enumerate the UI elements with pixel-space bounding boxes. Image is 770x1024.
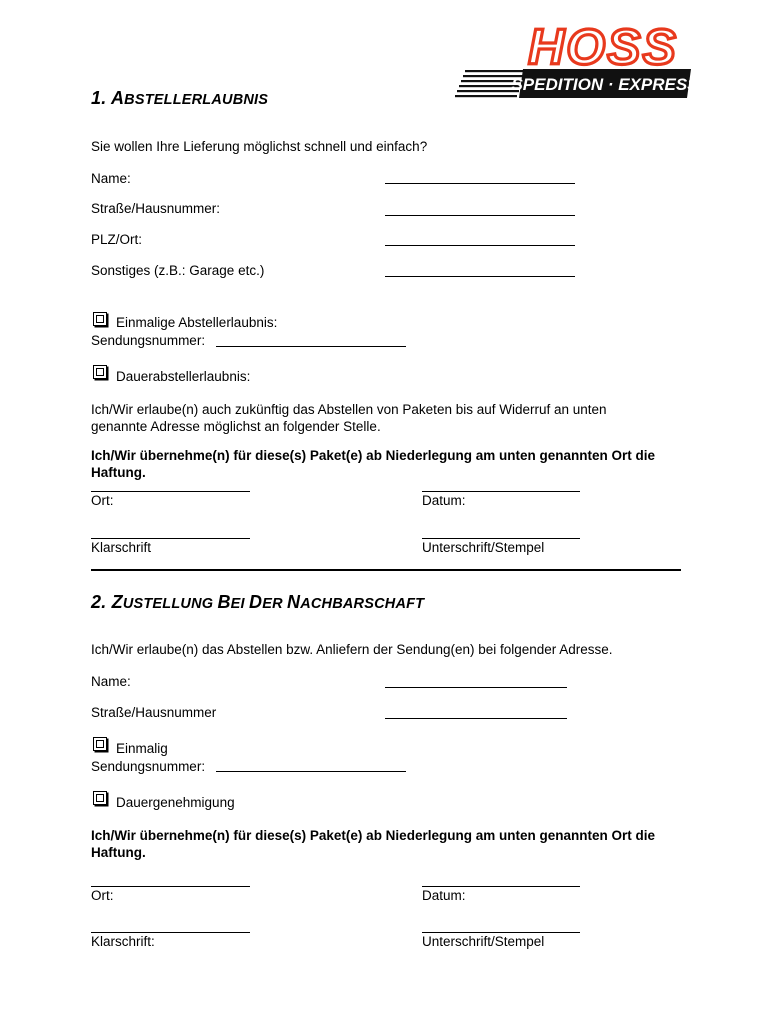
section2-title: 2. ZUSTELLUNG BEI DER NACHBARSCHAFT: [91, 592, 425, 612]
s1-date-field[interactable]: [422, 491, 580, 492]
s1-name-sig-field[interactable]: [91, 538, 250, 539]
s1-place-field[interactable]: [91, 491, 250, 492]
s2-liability-text: Ich/Wir übernehme(n) für diese(s) Paket(e) ab Niederlegung am unten genannten Ort die Haftung.: [91, 828, 655, 860]
s2-shipment-field[interactable]: [216, 771, 406, 772]
s1-shipment-label: Sendungsnummer:: [91, 333, 206, 348]
hoss-logo: [455, 20, 705, 102]
s2-name-field[interactable]: [385, 687, 567, 688]
s2-shipment-label: Sendungsnummer:: [91, 759, 206, 774]
s1-place-label: Ort:: [91, 493, 114, 508]
s2-once-checkbox[interactable]: [93, 737, 107, 751]
s2-street-field[interactable]: [385, 718, 567, 719]
s2-stamp-field[interactable]: [422, 932, 580, 933]
s1-stamp-label: Unterschrift/Stempel: [422, 540, 545, 555]
s2-place-label: Ort:: [91, 888, 114, 903]
s1-liability-text: Ich/Wir übernehme(n) für diese(s) Paket(e) ab Niederlegung am unten genannten Ort die Haftung.: [91, 448, 655, 480]
s1-street-field[interactable]: [385, 215, 575, 216]
s2-stamp-label: Unterschrift/Stempel: [422, 934, 545, 949]
s1-city-label: PLZ/Ort:: [91, 232, 143, 247]
section1-intro: Sie wollen Ihre Lieferung möglichst schnell und einfach?: [91, 139, 428, 154]
s2-place-field[interactable]: [91, 886, 250, 887]
s1-stamp-field[interactable]: [422, 538, 580, 539]
svg-text:SPEDITION · EXPRESS: SPEDITION · EXPRESS: [511, 75, 699, 94]
section-divider: [91, 569, 681, 571]
section2-intro: Ich/Wir erlaube(n) das Abstellen bzw. Anliefern der Sendung(en) bei folgender Adresse.: [91, 642, 613, 657]
s1-once-label: Einmalige Abstellerlaubnis:: [116, 315, 278, 330]
s2-name-label: Name:: [91, 674, 131, 689]
s1-name-field[interactable]: [385, 183, 575, 184]
s1-street-label: Straße/Hausnummer:: [91, 201, 221, 216]
s2-date-field[interactable]: [422, 886, 580, 887]
s1-other-field[interactable]: [385, 276, 575, 277]
s1-shipment-field[interactable]: [216, 346, 406, 347]
s2-street-label: Straße/Hausnummer: [91, 705, 217, 720]
s1-city-field[interactable]: [385, 245, 575, 246]
s2-name-sig-field[interactable]: [91, 932, 250, 933]
section1-title: 1. ABSTELLERLAUBNIS: [91, 88, 269, 108]
svg-text:HOSS: HOSS: [528, 20, 678, 75]
s1-name-sig-label: Klarschrift: [91, 540, 152, 555]
s2-permanent-checkbox[interactable]: [93, 791, 107, 805]
s1-permission-text: Ich/Wir erlaube(n) auch zukünftig das Abstellen von Paketen bis auf Widerruf an unten genannte Adresse möglichst an folgender Stelle.: [91, 402, 607, 434]
s2-name-sig-label: Klarschrift:: [91, 934, 155, 949]
s1-permanent-checkbox[interactable]: [93, 365, 107, 379]
s1-once-checkbox[interactable]: [93, 312, 107, 326]
s1-permanent-label: Dauerabstellerlaubnis:: [116, 369, 251, 384]
s1-other-label: Sonstiges (z.B.: Garage etc.): [91, 263, 265, 278]
s1-name-label: Name:: [91, 171, 131, 186]
s2-date-label: Datum:: [422, 888, 466, 903]
s2-once-label: Einmalig: [116, 741, 168, 756]
s1-date-label: Datum:: [422, 493, 466, 508]
s2-permanent-label: Dauergenehmigung: [116, 795, 235, 810]
